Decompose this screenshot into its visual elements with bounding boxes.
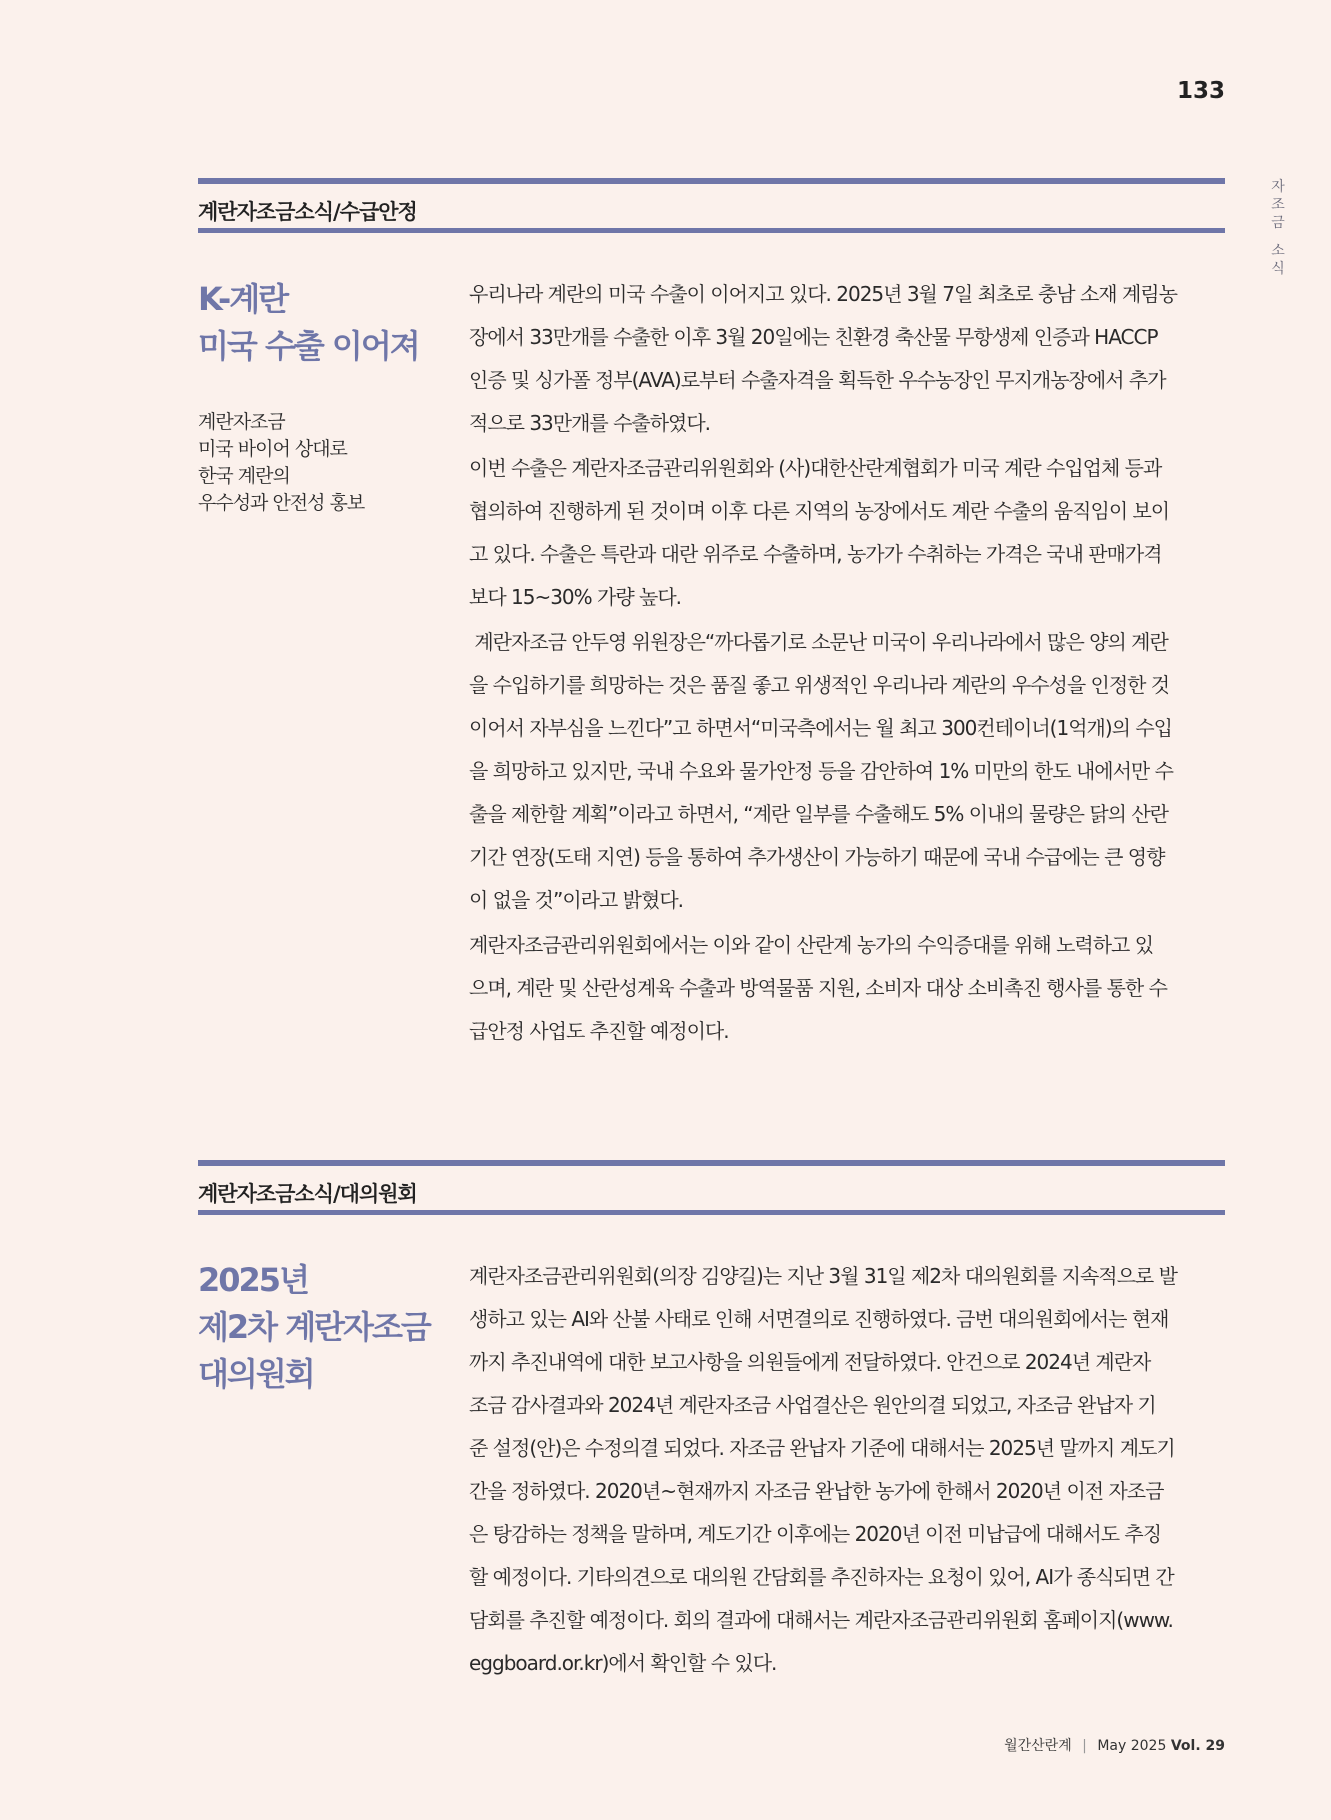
body-line: eggboard.or.kr)에서 확인할 수 있다. [469, 1651, 777, 1675]
body-line: 이어서 자부심을 느낀다”고 하면서“미국측에서는 월 최고 300컨테이너(1억개)의 수입 [469, 716, 1172, 740]
footer-issue: May 2025 [1097, 1738, 1167, 1754]
headline-line: K-계란 [198, 280, 288, 318]
body-line: 담회를 추진할 예정이다. 회의 결과에 대해서는 계란자조금관리위원회 홈페이지(www. [469, 1608, 1173, 1632]
footer-separator: | [1082, 1738, 1087, 1754]
body-line: 협의하여 진행하게 된 것이며 이후 다른 지역의 농장에서도 계란 수출의 움직임이 보이 [469, 499, 1170, 523]
page-number: 133 [1176, 78, 1225, 104]
headline-line: 제2차 계란자조금 [198, 1308, 430, 1346]
body-paragraph [469, 447, 1225, 619]
body-line: 생하고 있는 AI와 산불 사태로 인해 서면결의로 진행하였다. 금번 대의원회에서는 현재 [469, 1307, 1169, 1331]
section-header-label: 계란자조금소식/수급안정 [198, 200, 417, 224]
subhead-line: 미국 바이어 상대로 [198, 438, 347, 460]
headline-line: 미국 수출 이어져 [198, 327, 419, 365]
article-subhead [198, 409, 448, 517]
body-line: 계란자조금 안두영 위원장은“까다롭기로 소문난 미국이 우리나라에서 많은 양의 계란 [469, 630, 1168, 654]
body-line: 계란자조금관리위원회에서는 이와 같이 산란계 농가의 수익증대를 위해 노력하고 있 [469, 933, 1154, 957]
body-line: 조금 감사결과와 2024년 계란자조금 사업결산은 원안의결 되었고, 자조금 완납자 기 [469, 1393, 1156, 1417]
body-line: 계란자조금관리위원회(의장 김양길)는 지난 3월 31일 제2차 대의원회를 지속적으로 발 [469, 1264, 1177, 1288]
page-footer [900, 1735, 1225, 1755]
body-line: 적으로 33만개를 수출하였다. [469, 411, 711, 435]
footer-volume: Vol. 29 [1170, 1738, 1225, 1754]
section-header-label: 계란자조금소식/대의원회 [198, 1182, 417, 1206]
side-tab-char: 금 [1271, 215, 1285, 231]
body-line: 급안정 사업도 추진할 예정이다. [469, 1019, 729, 1043]
subhead-line: 한국 계란의 [198, 465, 290, 487]
body-line: 기간 연장(도태 지연) 등을 통하여 추가생산이 가능하기 때문에 국내 수급에는 큰 영향 [469, 845, 1165, 869]
body-line: 간을 정하였다. 2020년~현재까지 자조금 완납한 농가에 한해서 2020년 이전 자조금 [469, 1479, 1164, 1503]
headline-line: 대의원회 [198, 1355, 314, 1393]
body-line: 이 없을 것”이라고 밝혔다. [469, 888, 683, 912]
body-paragraph [469, 621, 1225, 922]
body-line: 장에서 33만개를 수출한 이후 3월 20일에는 친환경 축산물 무항생제 인증과 HACCP [469, 325, 1158, 349]
body-line: 까지 추진내역에 대한 보고사항을 의원들에게 전달하였다. 안건으로 2024년 계란자 [469, 1350, 1151, 1374]
headline-line: 2025년 [198, 1261, 308, 1299]
side-tab-char: 조 [1271, 197, 1285, 213]
article-headline [198, 1257, 448, 1398]
side-tab-char: 자 [1271, 179, 1285, 195]
body-line: 이번 수출은 계란자조금관리위원회와 (사)대한산란계협회가 미국 계란 수입업체 등과 [469, 456, 1162, 480]
body-line: 은 탕감하는 정책을 말하며, 계도기간 이후에는 2020년 이전 미납급에 대해서도 추징 [469, 1522, 1162, 1546]
article-body [469, 273, 1225, 1053]
body-line: 우리나라 계란의 미국 수출이 이어지고 있다. 2025년 3월 7일 최초로 충남 소재 계림농 [469, 282, 1177, 306]
body-paragraph [469, 924, 1225, 1053]
side-tab-char: 소 [1271, 243, 1285, 259]
side-tab-label [1268, 178, 1288, 278]
section-header-bar [198, 1160, 1225, 1215]
side-tab-char: 식 [1271, 261, 1285, 277]
body-line: 을 수입하기를 희망하는 것은 품질 좋고 위생적인 우리나라 계란의 우수성을 인정한 것 [469, 673, 1170, 697]
article-body [469, 1255, 1225, 1685]
body-line: 고 있다. 수출은 특란과 대란 위주로 수출하며, 농가가 수취하는 가격은 국내 판매가격 [469, 542, 1162, 566]
body-line: 준 설정(안)은 수정의결 되었다. 자조금 완납자 기준에 대해서는 2025년 말까지 계도기 [469, 1436, 1175, 1460]
body-paragraph [469, 1255, 1225, 1685]
body-line: 인증 및 싱가폴 정부(AVA)로부터 수출자격을 획득한 우수농장인 무지개농장에서 추가 [469, 368, 1166, 392]
body-line: 보다 15~30% 가량 높다. [469, 585, 682, 609]
body-line: 을 희망하고 있지만, 국내 수요와 물가안정 등을 감안하여 1% 미만의 한도 내에서만 수 [469, 759, 1173, 783]
body-line: 출을 제한할 계획”이라고 하면서, “계란 일부를 수출해도 5% 이내의 물량은 닭의 산란 [469, 802, 1168, 826]
subhead-line: 계란자조금 [198, 411, 285, 433]
body-paragraph [469, 273, 1225, 445]
side-tab-gap [1268, 232, 1288, 242]
article-headline [198, 276, 448, 370]
body-line: 으며, 계란 및 산란성계육 수출과 방역물품 지원, 소비자 대상 소비촉진 행사를 통한 수 [469, 976, 1167, 1000]
body-line: 할 예정이다. 기타의견으로 대의원 간담회를 추진하자는 요청이 있어, AI가 종식되면 간 [469, 1565, 1174, 1589]
subhead-line: 우수성과 안전성 홍보 [198, 492, 365, 514]
section-header-bar [198, 178, 1225, 233]
footer-magazine: 월간산란계 [1004, 1738, 1072, 1754]
